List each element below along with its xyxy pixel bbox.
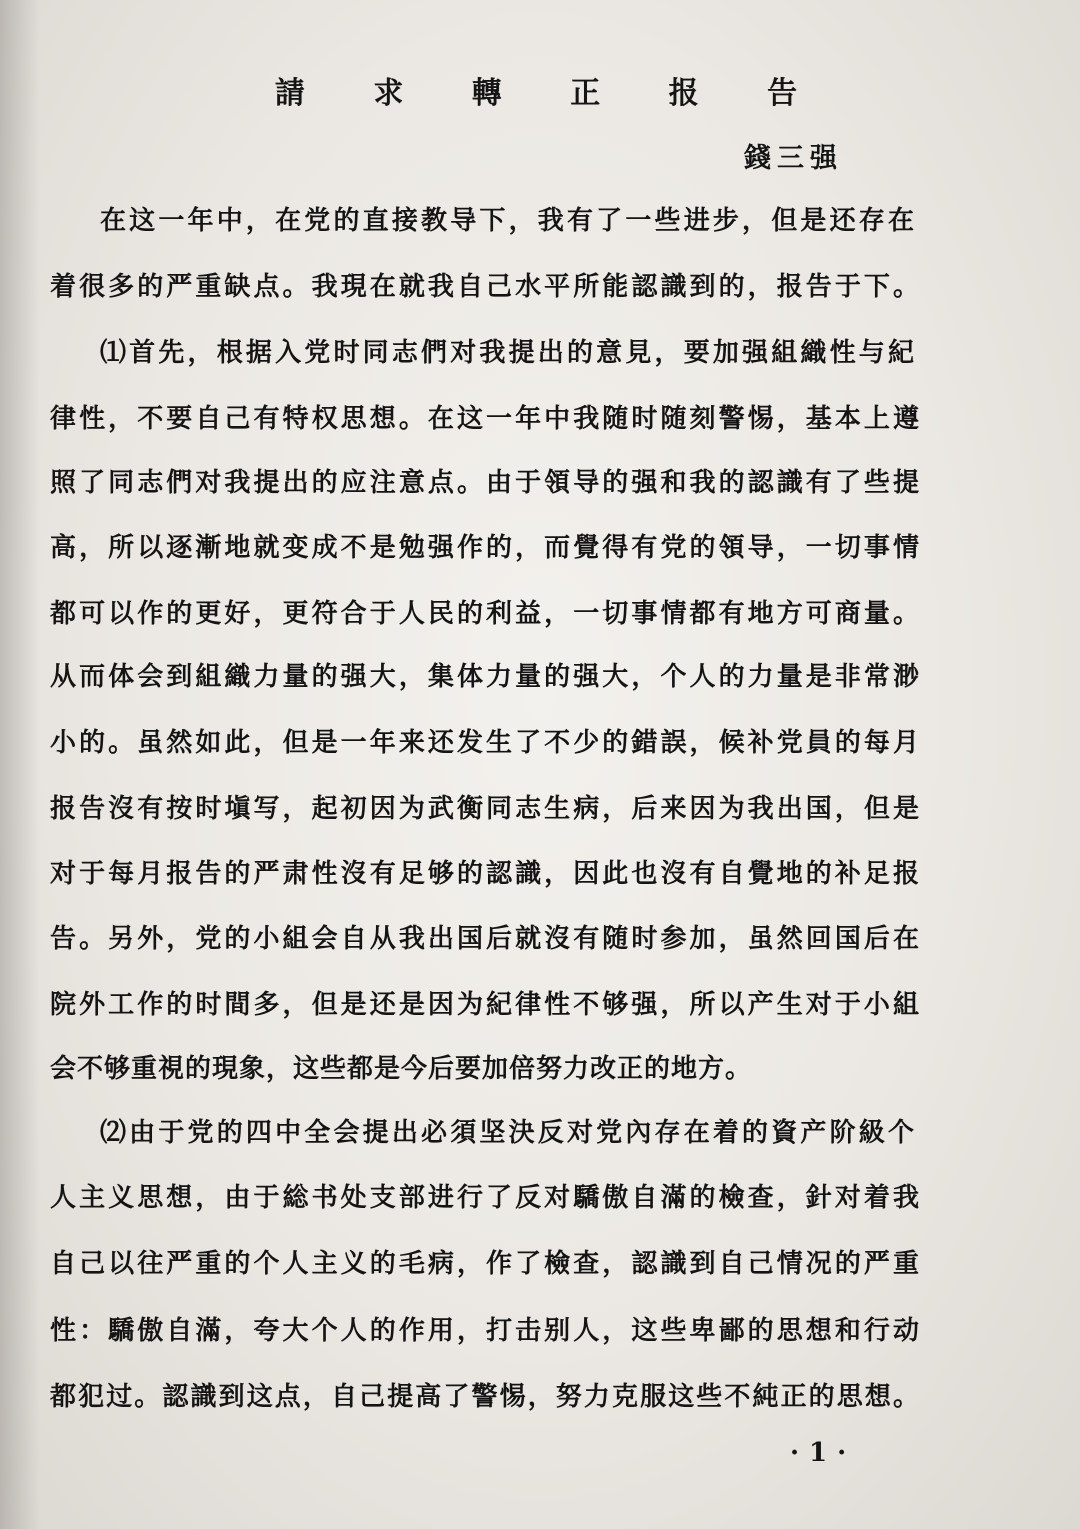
- text-line: 人主义思想，由于総书处支部进行了反对驕傲自滿的檢查，針对着我: [50, 1183, 920, 1213]
- text-line: 都可以作的更好，更符合于人民的利益，一切事情都有地方可商量。: [50, 599, 920, 629]
- title-char: 告: [767, 76, 806, 111]
- author-name: 錢三强: [744, 143, 843, 174]
- text-line: 高，所以逐漸地就变成不是勉强作的，而覺得有党的領导，一切事情: [50, 533, 920, 563]
- text-line: 自己以往严重的个人主义的毛病，作了檢查，認識到自己情况的严重: [50, 1249, 920, 1279]
- title-char: 报: [668, 76, 707, 111]
- text-line: 都犯过。認識到这点，自己提高了警惕，努力克服这些不純正的思想。: [50, 1382, 920, 1412]
- text-line: ⑵由于党的四中全会提出必須坚決反对党內存在着的資产阶級个: [100, 1118, 915, 1148]
- page-number: ·1·: [790, 1438, 857, 1468]
- title-char: 求: [373, 76, 412, 111]
- text-line: 报告沒有按时塡写，起初因为武衡同志生病，后来因为我出国，但是: [50, 794, 920, 824]
- title-char: 正: [570, 76, 609, 111]
- title-char: 請: [274, 76, 313, 111]
- text-line: 律性，不要自己有特权思想。在这一年中我随时随刻警惕，基本上遵: [50, 404, 920, 434]
- text-line: 从而体会到組織力量的强大，集体力量的强大，个人的力量是非常渺: [50, 662, 920, 692]
- text-line: 性：驕傲自滿，夸大个人的作用，打击别人，这些卑鄙的思想和行动: [50, 1316, 920, 1346]
- text-line: 院外工作的时間多，但是还是因为紀律性不够强，所以产生对于小組: [50, 990, 920, 1020]
- text-line: 在这一年中，在党的直接教导下，我有了一些进步，但是还存在: [100, 206, 915, 236]
- text-line: 照了同志們对我提出的应注意点。由于領导的强和我的認識有了些提: [50, 468, 920, 498]
- text-line: 对于每月报告的严肃性沒有足够的認識，因此也沒有自覺地的补足报: [50, 859, 920, 889]
- report-title: [0, 68, 1080, 112]
- text-line: ⑴首先，根据入党时同志們对我提出的意見，要加强組織性与紀: [100, 338, 915, 368]
- text-line: 小的。虽然如此，但是一年来还发生了不少的錯誤，候补党員的每月: [50, 728, 920, 758]
- title-char: 轉: [471, 76, 510, 111]
- text-line: 告。另外，党的小組会自从我出国后就沒有随时参加，虽然回国后在: [50, 924, 920, 954]
- text-line: 着很多的严重缺点。我現在就我自己水平所能認識到的，报告于下。: [50, 272, 920, 302]
- text-line: 会不够重視的現象，这些都是今后要加倍努力改正的地方。: [50, 1054, 753, 1084]
